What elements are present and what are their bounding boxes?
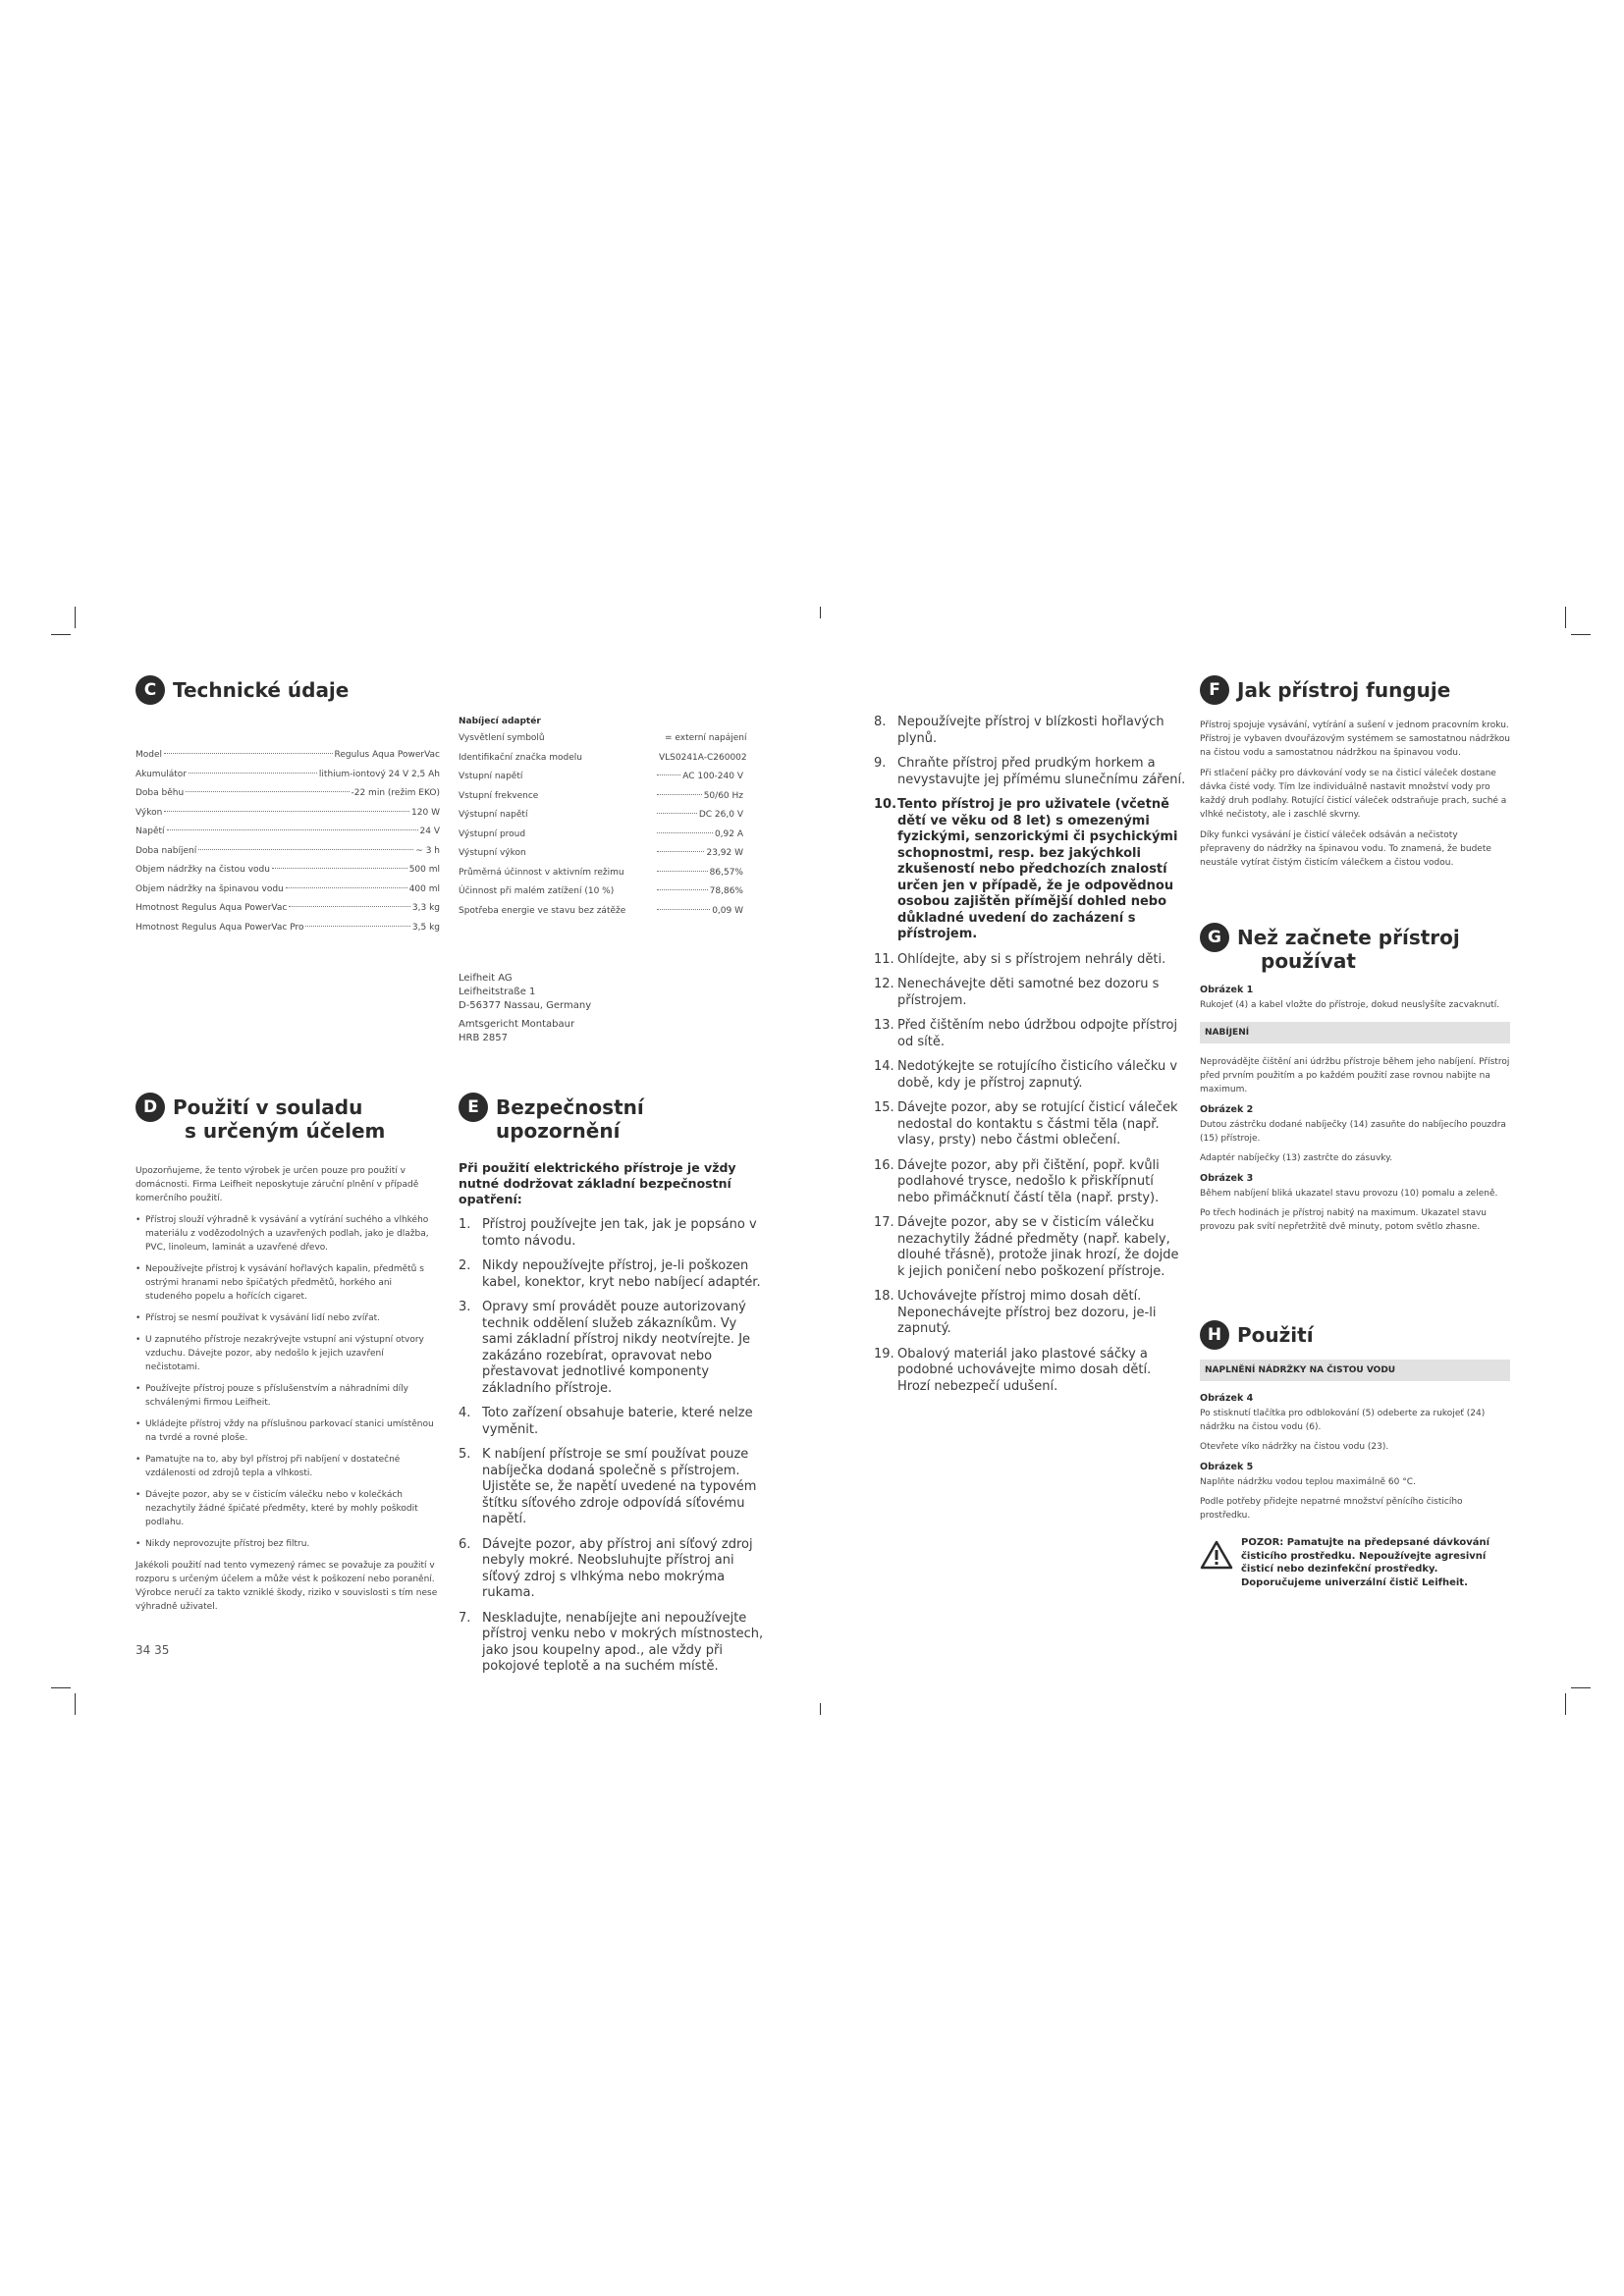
section-heading <box>135 675 440 705</box>
spec-value: VLS0241A-C260002 <box>659 752 747 763</box>
numbered-item <box>874 1215 1186 1280</box>
dot-leader <box>189 773 317 774</box>
item-text: Tento přístroj je pro uživatele (včetně dětí ve věku od 8 let) s omezenými fyzickými, senzorickými či psychickými schopnostmi, resp. bez jakýchkoli zkušeností nebo předchozích znalostí určen jen v případě, že je odpovědnou osobou zajištěn přímější dohled nebo důkladné uvedení do zacházení s přístrojem. <box>897 797 1178 941</box>
item-text: Dávejte pozor, aby se rotující čisticí váleček nedostal do kontaktu s částmi těla (např. vlasy, prsty) nebo částmi oblečení. <box>897 1100 1178 1148</box>
spec-label: Výstupní výkon <box>459 848 526 858</box>
charge-text: Neprovádějte čištění ani údržbu přístroje během jeho nabíjení. Přístroj před prvním použitím a po každém použití zase rovnou nabijte na maximum. <box>1200 1057 1510 1095</box>
numbered-item <box>459 1300 768 1397</box>
spec-value: 3,5 kg <box>411 922 440 933</box>
figure-text: Podle potřeby přidejte nepatrné množství pěnícího čisticího prostředku. <box>1200 1497 1463 1521</box>
spec-label: Hmotnost Regulus Aqua PowerVac Pro <box>135 922 304 933</box>
figure-text: Otevřete víko nádržky na čistou vodu (23). <box>1200 1442 1389 1452</box>
spec-row <box>135 881 440 900</box>
spec-label: Doba nabíjení <box>135 845 197 856</box>
section-letter-badge: C <box>135 675 165 705</box>
item-text: Uchovávejte přístroj mimo dosah dětí. Neponechávejte přístroj bez dozoru, je-li zapnutý. <box>897 1289 1157 1336</box>
spec-value: 78,86% <box>709 886 743 896</box>
bullet-item: • U zapnutého přístroje nezakrývejte vstupní ani výstupní otvory vzduchu. Dávejte pozor, aby nedošlo k jejich uzavření nečistotami. <box>135 1333 440 1374</box>
figure-label: Obrázek 1 <box>1200 985 1254 995</box>
section-title: Bezpečnostní upozornění <box>496 1095 644 1143</box>
section-letter-badge: H <box>1200 1320 1229 1350</box>
warning-box <box>1200 1536 1510 1589</box>
adapter-table <box>459 729 747 921</box>
figure-label: Obrázek 3 <box>1200 1173 1254 1184</box>
section-title <box>1237 926 1460 973</box>
crop-mark <box>1571 1687 1591 1688</box>
item-number: 13. <box>874 1018 894 1033</box>
dot-leader <box>657 889 708 890</box>
dot-leader <box>657 871 708 872</box>
dot-leader <box>657 794 702 795</box>
crop-mark <box>51 634 71 635</box>
crop-mark <box>820 607 821 618</box>
paragraph: Při stlačení páčky pro dávkování vody se na čisticí váleček dostane dávka čisté vody. Tím lze individuálně nastavit množství vody pro každý druh podlahy. Rotující čisticí váleček odstraňuje prach, suché a vlhké nečistoty, ale i zaschlé skvrny. <box>1200 769 1507 820</box>
section-usage <box>1200 1320 1510 1589</box>
spec-label: Vstupní frekvence <box>459 790 539 801</box>
spec-value: AC 100-240 V <box>682 772 743 781</box>
crop-mark <box>51 1687 71 1688</box>
spec-label: Účinnost při malém zatížení (10 %) <box>459 886 615 896</box>
title-line: Než začnete přístroj <box>1237 926 1460 949</box>
spec-value: = externí napájení <box>665 733 747 743</box>
dot-leader <box>164 753 332 754</box>
dot-leader <box>657 909 710 910</box>
bullet-item: • Nepoužívejte přístroj k vysávání hořlavých kapalin, předmětů s ostrými hranami nebo špičatých předmětů, horkého ani studeného popelu a hořících cigaret. <box>135 1262 440 1304</box>
bullet-item: • Pamatujte na to, aby byl přístroj při nabíjení v dostatečné vzdálenosti od zdrojů tepla a vlhkosti. <box>135 1453 440 1480</box>
spec-value: 400 ml <box>408 883 440 894</box>
spec-label: Průměrná účinnost v aktivním režimu <box>459 867 624 878</box>
safety-continued <box>874 715 1186 1404</box>
section-title <box>173 1095 385 1143</box>
how-it-works-text <box>1200 719 1510 870</box>
bullet-item: • Používejte přístroj pouze s příslušenstvím a náhradními díly schválenými firmou Leifheit. <box>135 1382 440 1410</box>
figure-label: Obrázek 5 <box>1200 1462 1254 1472</box>
warning-icon <box>1200 1540 1233 1570</box>
spec-label: Hmotnost Regulus Aqua PowerVac <box>135 903 288 913</box>
address-line: Leifheitstraße 1 <box>459 987 536 997</box>
spec-label: Objem nádržky na špinavou vodu <box>135 883 284 894</box>
numbered-item <box>459 1217 768 1250</box>
subsection-bar: NABÍJENÍ <box>1200 1022 1510 1043</box>
numbered-item <box>874 977 1186 1009</box>
item-number: 14. <box>874 1059 894 1074</box>
section-heading <box>135 1093 440 1143</box>
adapter-row <box>459 902 743 922</box>
paragraph: Díky funkci vysávání je čisticí váleček odsáván a nečistoty přepraveny do nádržky na špinavou vodu. To znamená, že budete neustále vytírat čistým čisticím válečkem a čistou vodou. <box>1200 830 1491 868</box>
item-number: 9. <box>874 756 887 771</box>
item-number: 16. <box>874 1157 894 1173</box>
adapter-row <box>459 826 743 845</box>
item-number: 15. <box>874 1100 894 1115</box>
numbered-item <box>874 1018 1186 1050</box>
adapter-row <box>459 787 743 807</box>
spec-row <box>135 861 440 881</box>
section-title: Jak přístroj funguje <box>1237 678 1451 702</box>
dot-leader <box>186 791 349 792</box>
title-line: Použití v souladu <box>173 1095 363 1119</box>
spec-label: Doba běhu <box>135 788 185 798</box>
dot-leader <box>164 811 409 812</box>
item-text: Ohlídejte, aby si s přístrojem nehrály děti. <box>897 951 1166 967</box>
section-before-use <box>1200 923 1510 1234</box>
spec-label: Výstupní proud <box>459 828 526 839</box>
item-number: 2. <box>459 1258 471 1273</box>
dot-leader <box>289 906 410 907</box>
dot-leader <box>657 851 704 852</box>
spec-value: 0,09 W <box>712 905 743 916</box>
item-text: Přístroj používejte jen tak, jak je popsáno v tomto návodu. <box>482 1217 757 1249</box>
spec-value: -22 min (režim EKO) <box>351 788 440 798</box>
item-text: Dávejte pozor, aby se v čisticím válečku nezachytily žádné předměty (např. kabely, dlouhé třásně), protože jinak hrozí, že dojde k jejich poničení nebo poškození přístroje. <box>897 1215 1179 1279</box>
numbered-item <box>459 1258 768 1291</box>
numbered-item <box>874 1100 1186 1149</box>
figure-text: Po stisknutí tlačítka pro odblokování (5) odeberte za rukojeť (24) nádržku na čistou vodu (6). <box>1200 1409 1486 1432</box>
spec-value: lithium-iontový 24 V 2,5 Ah <box>318 769 440 779</box>
dot-leader <box>657 832 713 833</box>
item-number: 5. <box>459 1447 471 1462</box>
numbered-item <box>874 1347 1186 1396</box>
numbered-item <box>459 1406 768 1438</box>
figure-label: Obrázek 4 <box>1200 1393 1254 1404</box>
bullet-list <box>135 1213 440 1551</box>
intro-text <box>135 1164 440 1205</box>
address-line: Leifheit AG <box>459 973 513 984</box>
numbered-item <box>874 797 1186 943</box>
dot-leader <box>657 813 697 814</box>
subsection-bar: NAPLNĚNÍ NÁDRŽKY NA ČISTOU VODU <box>1200 1360 1510 1381</box>
page-numbers: 34 35 <box>135 1643 170 1657</box>
spec-label: Akumulátor <box>135 769 188 779</box>
section-heading <box>1200 675 1510 705</box>
adapter-specs <box>459 717 747 1045</box>
spec-row <box>135 746 440 766</box>
spec-row <box>135 919 440 938</box>
outro-text <box>135 1559 440 1614</box>
section-title: Technické údaje <box>173 678 350 702</box>
section-heading <box>1200 923 1510 973</box>
item-number: 19. <box>874 1346 894 1362</box>
adapter-row <box>459 768 743 787</box>
numbered-item <box>874 1059 1186 1092</box>
section-intended-use <box>135 1093 440 1621</box>
item-text: K nabíjení přístroje se smí používat pouze nabíječka dodaná společně s přístrojem. Ujistěte se, že napětí uvedené na typovém štítku síťového zdroje odpovídá síťovému napětí. <box>482 1447 757 1526</box>
adapter-row <box>459 749 747 769</box>
crop-mark <box>1565 1693 1566 1715</box>
item-text: Nikdy nepoužívejte přístroj, je-li poškozen kabel, konektor, kryt nebo nabíjecí adaptér. <box>482 1258 761 1290</box>
item-number: 17. <box>874 1215 894 1230</box>
numbered-item <box>874 1158 1186 1207</box>
crop-mark <box>1571 634 1591 635</box>
item-text: Dávejte pozor, aby přístroj ani síťový zdroj nebyly mokré. Neobsluhujte přístroj ani síťový zdroj s vlhkýma nebo mokrýma rukama. <box>482 1536 753 1600</box>
figure-text: Dutou zástrčku dodané nabíječky (14) zasuňte do nabíjecího pouzdra (15) přístroje. <box>1200 1120 1506 1144</box>
spec-label: Objem nádržky na čistou vodu <box>135 865 270 875</box>
item-text: Nenechávejte děti samotné bez dozoru s přístrojem. <box>897 977 1160 1008</box>
spec-table <box>135 746 440 937</box>
crop-mark <box>820 1703 821 1715</box>
dot-leader <box>305 926 409 927</box>
numbered-item <box>874 1289 1186 1338</box>
item-text: Nepoužívejte přístroj v blízkosti hořlavých plynů. <box>897 715 1164 746</box>
item-number: 18. <box>874 1289 894 1304</box>
section-title: Použití <box>1237 1323 1314 1347</box>
spec-label: Výkon <box>135 807 163 818</box>
item-text: Obalový materiál jako plastové sáčky a podobné uchovávejte mimo dosah dětí. Hrozí nebezpečí udušení. <box>897 1346 1152 1394</box>
spec-label: Vstupní napětí <box>459 772 523 781</box>
item-number: 10. <box>874 797 897 812</box>
item-number: 3. <box>459 1300 471 1314</box>
address-line: Amtsgericht Montabaur <box>459 1019 575 1030</box>
spec-row <box>135 766 440 785</box>
dot-leader <box>198 849 413 850</box>
spec-value: 23,92 W <box>706 848 743 858</box>
item-number: 11. <box>874 951 894 967</box>
paragraph: Upozorňujeme, že tento výrobek je určen pouze pro použití v domácnosti. Firma Leifheit neposkytuje záruční plnění v případě komerčního použití. <box>135 1166 419 1203</box>
paragraph: Přístroj spojuje vysávání, vytírání a sušení v jednom pracovním kroku. Přístroj je vybaven dvouřázovým systémem se samostatnou nádržkou na čistou vodu a samostatnou nádržkou na špinavou vodu. <box>1200 721 1511 758</box>
spec-label: Napětí <box>135 827 165 836</box>
item-text: Nedotýkejte se rotujícího čisticího válečku v době, kdy je přístroj zapnutý. <box>897 1059 1178 1091</box>
item-text: Neskladujte, nenabíjejte ani nepoužívejte přístroj venku nebo v mokrých místnostech, jako jsou koupelny apod., ale vždy při pokojové teplotě a na suchém místě. <box>482 1610 764 1674</box>
spec-value: 0,92 A <box>714 828 743 839</box>
spec-row <box>135 842 440 862</box>
dot-leader <box>167 829 418 830</box>
section-technical-data <box>135 675 440 937</box>
numbered-item <box>459 1611 768 1676</box>
numbered-item <box>459 1447 768 1528</box>
spec-value: 120 W <box>411 807 440 818</box>
item-number: 4. <box>459 1406 471 1420</box>
section-heading <box>1200 1320 1510 1350</box>
spec-value: 86,57% <box>709 867 743 878</box>
figure-label: Obrázek 2 <box>1200 1104 1254 1115</box>
dot-leader <box>272 868 407 869</box>
section-heading <box>459 1093 768 1143</box>
spec-label: Spotřeba energie ve stavu bez zátěže <box>459 905 626 916</box>
dot-leader <box>657 774 680 775</box>
item-text: Před čištěním nebo údržbou odpojte přístroj od sítě. <box>897 1018 1178 1049</box>
adapter-row <box>459 729 747 749</box>
item-number: 6. <box>459 1536 471 1552</box>
numbered-item <box>459 1537 768 1602</box>
item-number: 12. <box>874 977 894 991</box>
section-how-it-works <box>1200 675 1510 877</box>
bullet-item: • Nikdy neprovozujte přístroj bez filtru. <box>135 1537 440 1551</box>
figure-text: Po třech hodinách je přístroj nabitý na maximum. Ukazatel stavu provozu pak svítí nepřetržitě dvě minuty, potom světlo zhasne. <box>1200 1208 1487 1232</box>
spec-row <box>135 784 440 804</box>
adapter-row <box>459 806 743 826</box>
spec-row <box>135 804 440 824</box>
item-number: 1. <box>459 1217 471 1232</box>
crop-mark <box>75 607 76 628</box>
figure-text: Naplňte nádržku vodou teplou maximálně 60 °C. <box>1200 1477 1416 1487</box>
bullet-item: • Dávejte pozor, aby se v čisticím válečku nebo v kolečkách nezachytily žádné špičaté předměty, které by mohly poškodit podlahu. <box>135 1488 440 1529</box>
section-letter-badge: F <box>1200 675 1229 705</box>
adapter-row <box>459 844 743 864</box>
warning-text: POZOR: Pamatujte na předepsané dávkování čisticího prostředku. Nepoužívejte agresivní čisticí nebo dezinfekční prostředky. Doporučujeme univerzální čistič Leifheit. <box>1241 1537 1490 1588</box>
section-letter-badge: G <box>1200 923 1229 952</box>
spec-row <box>135 823 440 842</box>
spec-label: Vysvětlení symbolů <box>459 733 545 743</box>
item-number: 8. <box>874 715 887 729</box>
section-letter-badge: E <box>459 1093 488 1122</box>
numbered-item <box>874 952 1186 969</box>
safety-list <box>874 715 1186 1395</box>
section-safety <box>459 1093 768 1684</box>
adapter-row <box>459 864 743 883</box>
spec-row <box>135 899 440 919</box>
numbered-item <box>874 715 1186 747</box>
address-line: D-56377 Nassau, Germany <box>459 1000 592 1011</box>
bullet-item: • Ukládejte přístroj vždy na příslušnou parkovací stanici umístěnou na tvrdé a rovné ploše. <box>135 1417 440 1445</box>
spec-value: 500 ml <box>408 865 440 875</box>
company-address <box>459 972 743 1045</box>
crop-mark <box>75 1693 76 1715</box>
section-letter-badge: D <box>135 1093 165 1122</box>
figure-text: Adaptér nabíječky (13) zastrčte do zásuvky. <box>1200 1153 1393 1163</box>
title-line: s určeným účelem <box>185 1119 386 1143</box>
spec-label: Výstupní napětí <box>459 810 528 820</box>
dot-leader <box>286 887 407 888</box>
spec-value: 50/60 Hz <box>703 790 743 801</box>
address-line: HRB 2857 <box>459 1033 508 1043</box>
spec-value: 24 V <box>419 827 440 836</box>
spec-label: Identifikační značka modelu <box>459 752 582 763</box>
spec-value: ~ 3 h <box>415 845 440 856</box>
adapter-row <box>459 882 743 902</box>
crop-mark <box>1565 607 1566 628</box>
item-text: Dávejte pozor, aby při čištění, popř. kvůli podlahové trysce, nedošlo k přiskřípnutí nebo přimáčknutí částí těla (např. prsty). <box>897 1157 1160 1205</box>
bullet-item: • Přístroj slouží výhradně k vysávání a vytírání suchého a vlhkého materiálu z vodězodolných a uzavřených podlah, jako je dlažba, PVC, linoleum, laminát a uzavřené dřevo. <box>135 1213 440 1255</box>
spec-value: 3,3 kg <box>411 903 440 913</box>
numbered-item <box>874 756 1186 788</box>
paragraph: Jakékoli použití nad tento vymezený rámec se považuje za použití v rozporu s určeným účelem a může vést k poškození nebo poranění. Výrobce neručí za takto vzniklé škody, riziko v souvislosti s tím nese výhradně uživatel. <box>135 1561 438 1612</box>
spec-label: Model <box>135 750 163 760</box>
safety-intro: Při použití elektrického přístroje je vždy nutné dodržovat základní bezpečnostní opatření: <box>459 1160 736 1206</box>
adapter-title: Nabíjecí adaptér <box>459 717 541 726</box>
figure-text: Během nabíjení bliká ukazatel stavu provozu (10) pomalu a zeleně. <box>1200 1189 1498 1199</box>
bullet-item: • Přístroj se nesmí používat k vysávání lidí nebo zvířat. <box>135 1311 440 1325</box>
safety-list <box>459 1217 768 1676</box>
spec-value: Regulus Aqua PowerVac <box>334 750 440 760</box>
item-number: 7. <box>459 1610 471 1626</box>
figure-text: Rukojeť (4) a kabel vložte do přístroje, dokud neuslyšíte zacvaknutí. <box>1200 1000 1500 1010</box>
item-text: Toto zařízení obsahuje baterie, které nelze vyměnit. <box>482 1406 753 1437</box>
title-line: používat <box>1261 949 1356 973</box>
item-text: Opravy smí provádět pouze autorizovaný technik oddělení služeb zákazníkům. Vy sami základní přístroj nikdy neotvírejte. Je zakázáno rozebírat, opravovat nebo přestavovat jednotlivé komponenty základního přístroje. <box>482 1300 751 1396</box>
spec-value: DC 26,0 V <box>698 810 743 820</box>
item-text: Chraňte přístroj před prudkým horkem a nevystavujte jej přímému slunečnímu záření. <box>897 756 1186 787</box>
